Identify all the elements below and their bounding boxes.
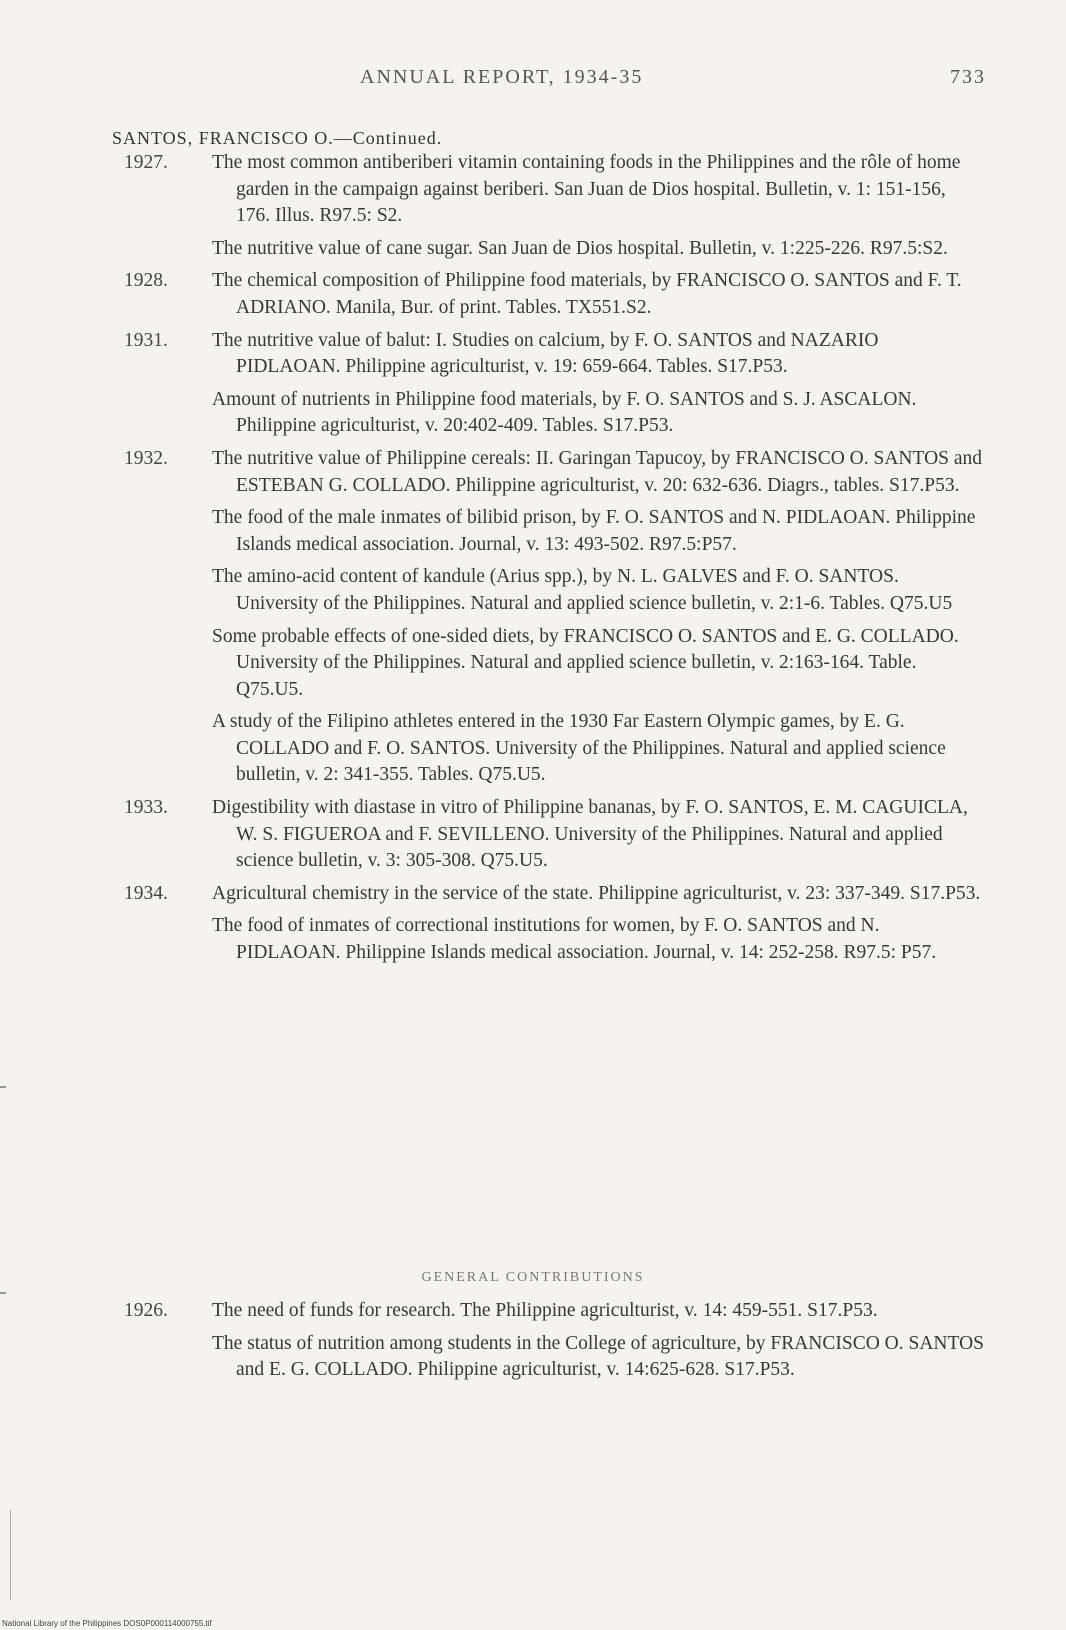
year-group-1933 <box>124 795 984 875</box>
bibliography-entry: Amount of nutrients in Philippine food materials, by F. O. SANTOS and S. J. ASCALON. Philippine agriculturist, v. 20:402-409. Tables. S17.P53. <box>212 388 917 437</box>
bibliography-entry: The nutritive value of Philippine cereals: II. Garingan Tapucoy, by FRANCISCO O. SANTOS and ESTEBAN G. COLLADO. Philippine agriculturist, v. 20: 632-636. Diagrs., tables. S17.P53. <box>212 447 983 496</box>
running-header <box>360 66 986 92</box>
year-group-1931 <box>124 328 984 440</box>
bibliography-entry: The most common antiberiberi vitamin containing foods in the Philippines and the rôle of home garden in the campaign against beriberi. San Juan de Dios hospital. Bulletin, v. 1: 151-156, 176. Illus. R97.5: S2. <box>212 152 961 227</box>
author-heading: SANTOS, FRANCISCO O.—Continued. <box>112 128 443 148</box>
year-label: 1933. <box>124 797 168 819</box>
year-label: 1931. <box>124 329 168 351</box>
year-label: 1926. <box>124 1300 168 1321</box>
bibliography-entry: The status of nutrition among students in the College of agriculture, by FRANCISCO O. SANTOS and E. G. COLLADO. Philippine agriculturist, v. 14:625-628. S17.P53. <box>212 1332 985 1381</box>
year-group-1928 <box>124 268 984 321</box>
general-contributions-heading: GENERAL CONTRIBUTIONS <box>421 1270 645 1285</box>
year-label: 1934. <box>124 882 168 904</box>
bibliography-entry: The need of funds for research. The Philippine agriculturist, v. 14: 459-551. S17.P53. <box>212 1300 878 1321</box>
margin-mark <box>0 1086 6 1088</box>
bibliography-entry: A study of the Filipino athletes entered in the 1930 Far Eastern Olympic games, by E. G. COLLADO and F. O. SANTOS. University of the Philippines. Natural and applied science bulletin, v. 2: 341-355. Tables. Q75.U5. <box>212 711 946 786</box>
bibliography-entry: Digestibility with diastase in vitro of Philippine bananas, by F. O. SANTOS, E. M. CAGUICLA, W. S. FIGUEROA and F. SEVILLENO. University of the Philippines. Natural and applied science bulletin, v. 3: 305-308. Q75.U5. <box>212 797 968 872</box>
margin-mark <box>0 1292 6 1294</box>
bibliography-entry: The nutritive value of cane sugar. San Juan de Dios hospital. Bulletin, v. 1:225-226. R97.5:S2. <box>212 237 948 259</box>
year-group-1932 <box>124 446 984 789</box>
bibliography-entry: Agricultural chemistry in the service of the state. Philippine agriculturist, v. 23: 337-349. S17.P53. <box>212 882 981 904</box>
page-edge-mark <box>0 1510 11 1600</box>
year-label: 1927. <box>124 152 168 173</box>
bibliography-list <box>124 150 984 973</box>
bibliography-entry: The food of the male inmates of bilibid prison, by F. O. SANTOS and N. PIDLAOAN. Philippine Islands medical association. Journal, v. 13: 493-502. R97.5:P57. <box>212 507 976 555</box>
year-group-1926 <box>124 1298 984 1384</box>
general-contributions-list <box>124 1298 984 1390</box>
year-label: 1932. <box>124 447 168 469</box>
bibliography-entry: The amino-acid content of kandule (Arius spp.), by N. L. GALVES and F. O. SANTOS. University of the Philippines. Natural and applied science bulletin, v. 2:1-6. Tables. Q75.U5 <box>212 566 953 614</box>
bibliography-entry: The food of inmates of correctional institutions for women, by F. O. SANTOS and N. PIDLAOAN. Philippine Islands medical association. Journal, v. 14: 252-258. R97.5: P57. <box>212 915 937 964</box>
scan-footer: National Library of the Philippines DOS0P000114000755.tif <box>2 1619 212 1628</box>
report-title: ANNUAL REPORT, 1934-35 <box>360 66 644 88</box>
page-number: 733 <box>950 66 986 88</box>
bibliography-entry: Some probable effects of one-sided diets, by FRANCISCO O. SANTOS and E. G. COLLADO. University of the Philippines. Natural and applied science bulletin, v. 2:163-164. Table. Q75.U5. <box>212 625 959 700</box>
year-group-1927 <box>124 150 984 262</box>
year-group-1934 <box>124 881 984 967</box>
year-label: 1928. <box>124 270 168 292</box>
bibliography-entry: The chemical composition of Philippine food materials, by FRANCISCO O. SANTOS and F. T. ADRIANO. Manila, Bur. of print. Tables. TX551.S2. <box>212 270 962 318</box>
bibliography-entry: The nutritive value of balut: I. Studies on calcium, by F. O. SANTOS and NAZARIO PIDLAOAN. Philippine agriculturist, v. 19: 659-664. Tables. S17.P53. <box>212 329 879 378</box>
